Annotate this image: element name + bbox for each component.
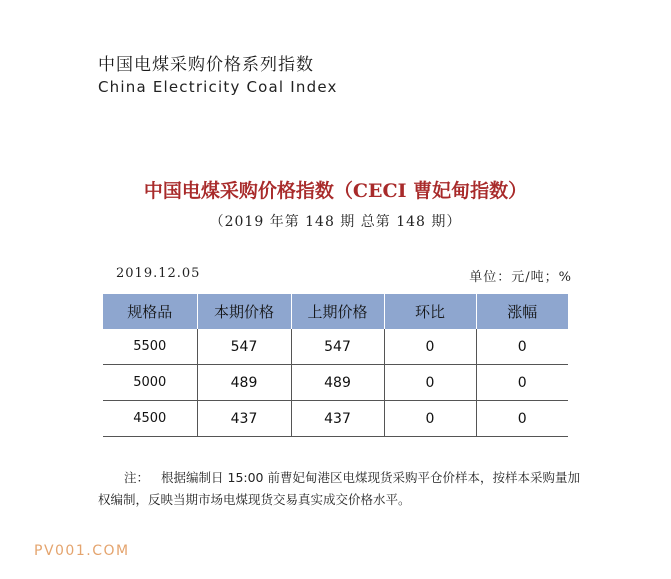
unit-label: 单位：元/吨；%	[469, 270, 572, 285]
cell-spec: 4500	[103, 401, 197, 437]
cell-spec: 5000	[103, 365, 197, 401]
cell-mom: 0	[384, 365, 476, 401]
report-date: 2019.12.05	[116, 266, 201, 281]
cell-mom: 0	[384, 329, 476, 365]
cell-current-price: 489	[197, 365, 291, 401]
cell-mom: 0	[384, 401, 476, 437]
cell-previous-price: 489	[291, 365, 384, 401]
cell-change: 0	[476, 365, 568, 401]
report-subtitle: （2019 年第 148 期 总第 148 期）	[209, 214, 462, 230]
index-series-title-en: China Electricity Coal Index	[98, 78, 338, 96]
cell-current-price: 437	[197, 401, 291, 437]
index-series-title-cn: 中国电煤采购价格系列指数	[98, 55, 314, 75]
cell-spec: 5500	[103, 329, 197, 365]
table-row	[103, 365, 568, 401]
footnote-text: 根据编制日 15:00 前曹妃甸港区电煤现货采购平仓价样本，按样本采购量加权编制，反映当期市场电煤现货交易真实成交价格水平。	[98, 470, 580, 507]
cell-previous-price: 437	[291, 401, 384, 437]
footnote	[98, 467, 580, 511]
cell-change: 0	[476, 401, 568, 437]
cell-change: 0	[476, 329, 568, 365]
col-header-previous-price: 上期价格	[291, 294, 384, 329]
report-title: 中国电煤采购价格指数（CECI 曹妃甸指数）	[143, 180, 528, 202]
table-row	[103, 401, 568, 437]
footnote-label: 注：	[124, 470, 150, 485]
table-row	[103, 329, 568, 365]
col-header-change: 涨幅	[476, 294, 568, 329]
col-header-mom: 环比	[384, 294, 476, 329]
col-header-current-price: 本期价格	[197, 294, 291, 329]
cell-current-price: 547	[197, 329, 291, 365]
col-header-spec: 规格品	[103, 294, 197, 329]
table-header-row	[103, 294, 568, 329]
site-watermark: PV001.COM	[34, 543, 130, 559]
cell-previous-price: 547	[291, 329, 384, 365]
price-table	[103, 294, 568, 437]
